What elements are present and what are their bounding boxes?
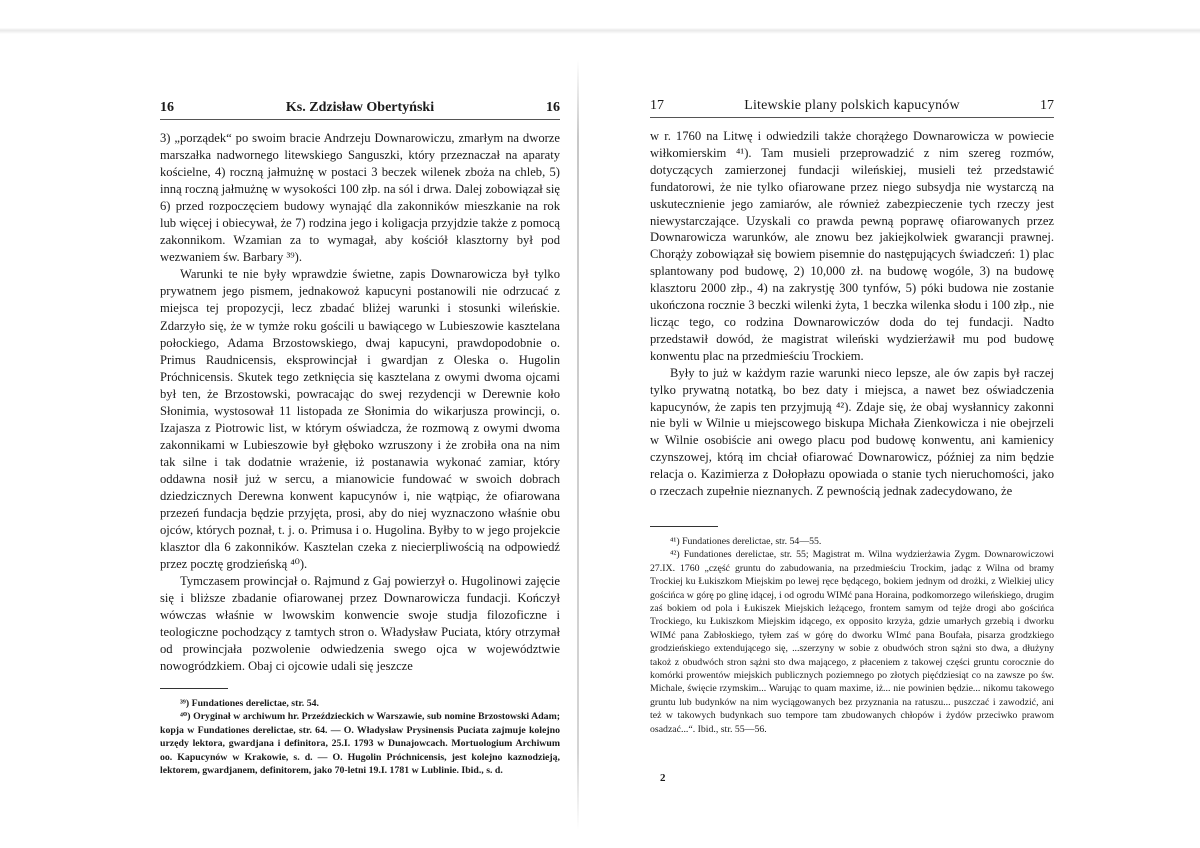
page-number: 16 <box>160 100 174 115</box>
right-page <box>650 98 1054 736</box>
body-text <box>650 128 1054 500</box>
paragraph: Tymczasem prowincjał o. Rajmund z Gaj powierzył o. Hugolinowi zajęcie się i bliższe zbadanie ofiarowanej przez Downarowicza fundacji. Kończył wówczas właśnie w lwowskim konwencie swoje studja filozoficzne i teologiczne pochodzący z tamtych stron o. Władysław Puciata, który otrzymał od prowincjała pozwolenie odwiedzenia swego ojca w województwie nowogródzkiem. Obaj ci ojcowie udali się jeszcze <box>160 574 560 674</box>
footnote: ³⁹) Fundationes derelictae, str. 54. <box>180 697 319 709</box>
book-gutter <box>577 60 579 830</box>
paragraph: Były to już w każdym razie warunki nieco lepsze, ale ów zapis był raczej tylko prywatną notatką, bo bez daty i miejsca, a nawet bez oświadczenia kapucynów, że zapis ten przyjmują ⁴²). Zdaje się, że obaj wysłannicy zakonni nie byli w Wilnie u miejscowego biskupa Michała Zienkowicza i nie obejrzeli w Wilnie osobiście ani owego placu pod budowę konwentu, ani kamienicy czynszowej, którą im chciał ofiarować Downarowicz, później za nim będzie relacja o. Kazimierza z Dołopłazu opowiada o stanie tych nieruchomości, jako o rzeczach zupełnie nieznanych. Z pewnością jednak zadecydowano, że <box>650 365 1054 499</box>
page-number: 16 <box>546 100 560 115</box>
footnote: ⁴⁰) Oryginał w archiwum hr. Przeździeckich w Warszawie, sub nomine Brzostowski Adam; kopja w Fundationes derelictae, str. 64. — O. Władysław Prysinensis Puciata zajmuje kolejno urzędy lektora, gwardjana i definitora, 25.I. 1793 w Dunajowcach. Mortuologium Archiwum oo. Kapucynów w Krakowie, s. d. — O. Hugolin Próchnicensis, jest kolejno kaznodzieją, lektorem, gwardjanem, definitorem, jako 70-letni 19.I. 1781 w Lublinie. Ibid., s. d. <box>160 711 560 776</box>
paragraph: w r. 1760 na Litwę i odwiedzili także chorążego Downarowicza w powiecie wiłkomierskim ⁴¹). Tam musieli przeprowadzić z nim szereg rozmów, dotyczących zamierzonej fundacji wileńskiej, musieli też przedstawić fundatorowi, że nie tylko ofiarowane przez niego subsydja nie wystarczą na uskutecznienie jego zamiarów, ale również zabezpieczenie tych rzeczy jest niewystarczające. Uzyskali co prawda pewną poprawę ofiarowanych przez Downarowicza warunków, ale znowu bez jakiejkolwiek gwarancji prawnej. Chorąży zobowiązał się bowiem pisemnie do następujących świadczeń: 1) plac splantowany pod budowę, 2) 10,000 zł. na budowę wogóle, 3) na budowę klasztoru 2000 złp., 4) na zakrystję 300 tynfów, 5) póki budowa nie zostanie ukończona rocznie 3 beczki wilenki żyta, 1 beczka wilenka słodu i 100 złp., nie licząc tego, co rodzina Downarowiczów doda do tej fundacji. Nadto przedstawił dowód, że magistrat wileński wydzierżawił mu pod budowę konwentu plac na przedmieściu Trockiem. <box>650 129 1054 363</box>
footnote-rule <box>160 688 228 689</box>
scan-edge <box>0 28 1200 34</box>
page-number: 17 <box>650 98 664 113</box>
running-title: Litewskie plany polskich kapucynów <box>744 98 960 113</box>
paragraph: 3) „porządek“ po swoim bracie Andrzeju Downarowiczu, zmarłym na dworze marszałka nadwornego litewskiego Sanguszki, który przeznaczał na aparaty kościelne, 4) roczną jałmużnę w postaci 3 beczek wilenek zboża na chleb, 5) inną roczną jałmużnę w wysokości 100 złp. na sól i drwa. Dalej zobowiązał się 6) przed rozpoczęciem budowy wynająć dla zakonników mieszkanie na rok lub więcej i obiecywał, że 7) rodzina jego i koligacja przyjdzie także z pomocą zakonnikom. Wzamian za to wymagał, aby kościół klasztorny był pod wezwaniem św. Barbary ³⁹). <box>160 131 560 265</box>
footnotes <box>650 535 1054 736</box>
footnotes <box>160 697 560 778</box>
signature-mark: 2 <box>660 772 666 784</box>
footnote-rule <box>650 526 718 527</box>
body-text <box>160 130 560 676</box>
footnote: ⁴¹) Fundationes derelictae, str. 54—55. <box>670 535 822 547</box>
running-title: Ks. Zdzisław Obertyński <box>285 100 435 115</box>
page-number: 17 <box>1040 98 1054 113</box>
footnote: ⁴²) Fundationes derelictae, str. 55; Magistrat m. Wilna wydzierżawia Zygm. Downarowiczowi 27.IX. 1760 „część gruntu do zabudowania, na przedmieściu Trockim, jadąc z Wilna od bramy Trockiej ku Łukiszkom Miejskim po lewej ręce będącego, bokiem jednym od drożki, z Wielkiej ulicy gościńca w górę po glinę idącej, i od ogrodu WIMć pana Horaina, podkomorzego wileńskiego, drugim zaś bokiem od pola i Łukiszek Miejskich leżącego, frontem samym od tejże drogi abo gościńca Trockiego, ku Łukiszkom Miejskim idącego, ex opposito krzyża, gdzie umarłych grzebią i dworku WIMć pana Zabłoskiego, tyłem zaś w górę do dworku WImć pana Boufała, pisarza grodzkiego grodzieńskiego extendującego się, ...szerzyny w sobie z obudwóch stron sążni sto dwa, a dłużyny takoż z obudwóch stron sążni sto dwa mającego, z płaceniem z takowej części gruntu corocznie do komórki prowentów miejskich publicznych poziemnego po złotych pięćdziesiąt co na zawsze po św. Michale, święcie rzymskim... Warując to quam maxime, iż... nie powinien będzie... nikomu takowego gruntu lub budynków na nim wyciągowanych bez przyznania na ratuszu... puszczać i zawodzić, ani też w takowych budynkach suo tempore tam zbudowanych chłopów i żydów przeciwko prawom osadzać...“. Ibid., str. 55—56. <box>650 549 1054 735</box>
paragraph: Warunki te nie były wprawdzie świetne, zapis Downarowicza był tylko prywatnem jego pismem, jednakowoż kapucyni postanowili nie odrzucać z miejsca tej propozycji, lecz zbadać bliżej warunki i stosunki wileńskie. Zdarzyło się, że w tymże roku gościli u bawiącego w Lubieszowie kasztelana połockiego, Adama Brzostowskiego, dwaj kapucyni, prawdopodobnie o. Primus Raudnicensis, eksprowincjał i gwardjan z Oleska o. Hugolin Próchnicensis. Skutek tego zetknięcia się kasztelana z owymi dwoma ojcami był ten, że Brzostowski, powracając do swej rezydencji w Derewnie koło Słonimia, wystosował 11 listopada ze Słonimia do wikarjusza prowincji, o. Izajasza z Piotrowic list, w którym oświadcza, że rozmową z owymi dwoma zakonnikami w Lubieszowie był głęboko wzruszony i że zrobiła ona na nim tak silne i tak dodatnie wrażenie, iż postanawia wykonać zamiar, który oddawna nosił już w sercu, a mianowicie fundować w swoich dobrach dziedzicznych Derewna konwent kapucynów i, nie wątpiąc, że ofiarowana przezeń fundacja będzie przyjęta, prosi, aby do niej wyznaczono właśnie obu ojców, których poznał, t. j. o. Primusa i o. Hugolina. Byłby to w jego projekcie klasztor dla 6 zakonników. Kasztelan czeka z niecierpliwością na odpowiedź przez pocztę grodzieńską ⁴⁰). <box>160 267 560 572</box>
left-page <box>160 100 560 778</box>
running-head-left <box>160 100 560 120</box>
running-head-right <box>650 98 1054 118</box>
